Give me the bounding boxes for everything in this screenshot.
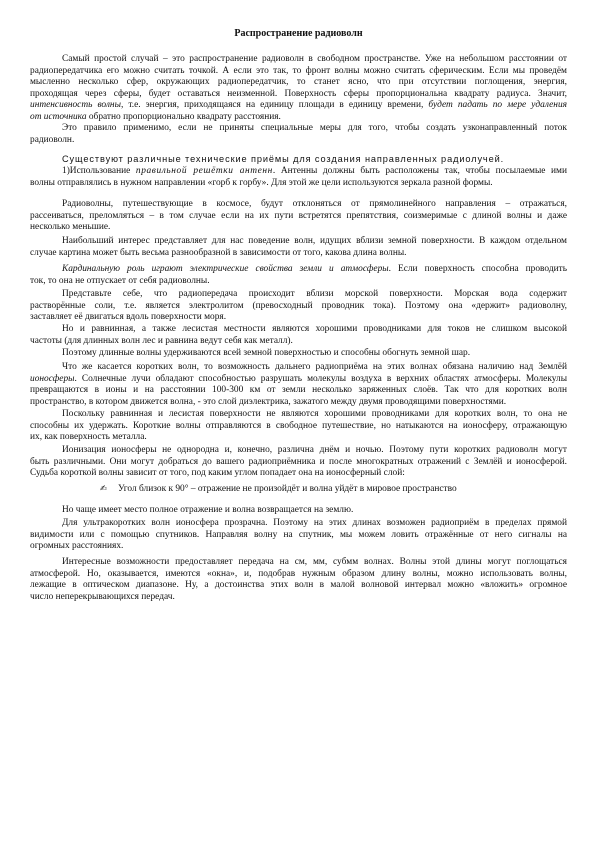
text-segment: волны отправлялись в нужном направлении «горб к горбу». Для этой же цели используются зеркала разной формы. xyxy=(30,177,493,188)
text-line xyxy=(30,135,567,147)
text-segment: Ионизация ионосферы не однородна и, конечно, различна днём и ночью. Поэтому пути коротких радиоволн могут xyxy=(62,445,567,456)
text-line xyxy=(30,385,567,397)
text-line xyxy=(30,248,567,260)
paragraph xyxy=(30,362,567,408)
text-segment: пространство, в котором движется волна, - это слой диэлектрика, зажатого между двумя проводящими поверхностями. xyxy=(30,396,507,407)
text-segment: рассеиваться, преломляться – в том случае если на их пути встретятся препятствия, соизмеримые с длиной волны и даже xyxy=(30,210,567,221)
text-line xyxy=(30,362,567,374)
emphasis-text: ионосферы xyxy=(30,373,75,384)
text-segment: превращаются в ионы и на расстоянии 100-300 км от земли несколько заряженных слоёв. Так что для коротких волн xyxy=(30,385,567,396)
text-line xyxy=(30,421,567,433)
text-line xyxy=(30,397,567,409)
paragraph xyxy=(30,445,567,480)
writing-hand-icon xyxy=(100,484,114,496)
text-line xyxy=(30,541,567,553)
text-segment: радиопередатчика его можно считать точкой. А если это так, то фронт волны можно считать сферическим. Если мы проведём xyxy=(30,65,567,76)
text-line xyxy=(30,66,567,78)
text-segment: заставляет её двигаться вдоль поверхности моря. xyxy=(30,312,227,323)
text-segment: радиоволн. xyxy=(30,134,75,145)
text-segment: , т.е. энергия, приходящаяся на единицу площади в единицу времени, xyxy=(120,100,429,111)
emphasis-text: будет падать по мере удаления xyxy=(428,100,567,111)
paragraph xyxy=(30,236,567,259)
text-segment: Поскольку равнинная и лесистая поверхности не являются хорошими проводниками для коротких волн, то она не xyxy=(62,409,567,420)
text-segment: 1)Использование xyxy=(62,166,136,177)
text-segment: видимости или с помощью спутников. Направляя волну на спутник, мы можем ловить отражённые от него сигналы на xyxy=(30,529,567,540)
text-segment: быть различными. Они могут добраться до вашего радиоприёмника и после многократных отражений с Землёй и ионосферой. xyxy=(30,456,567,467)
text-segment: их, как поверхность металла. xyxy=(30,432,147,443)
text-line xyxy=(30,289,567,301)
text-line xyxy=(30,264,567,276)
section-subheading xyxy=(30,154,567,166)
text-segment: лежащие в оптическом диапазоне. Ну, а достоинства этих волн в малой волновой интервал можно «вложить» огромное xyxy=(30,580,567,591)
text-line xyxy=(30,592,567,604)
text-segment: Наибольший интерес представляет для нас поведение волн, идущих вблизи земной поверхности. В каждом отдельном xyxy=(62,236,567,247)
text-segment: Но чаще имеет место полное отражение и волна возвращается на землю. xyxy=(62,505,354,516)
text-line xyxy=(30,557,567,569)
text-segment: Представьте себе, что радиопередача происходит вблизи морской поверхности. Морская вода содержит xyxy=(62,289,567,300)
text-segment: Поэтому длинные волны удерживаются всей земной поверхностью и способны обогнуть земной шар. xyxy=(62,348,471,359)
text-line xyxy=(30,77,567,89)
text-segment: Это правило применимо, если не приняты специальные меры для того, чтобы создать узконаправленный поток xyxy=(62,123,567,134)
text-segment: . Солнечные лучи обладают способностью разрушать молекулы воздуха в верхних областях атмосферы. Молекулы xyxy=(74,373,567,384)
text-line xyxy=(30,222,567,234)
text-line xyxy=(30,100,567,112)
emphasis-text: правильной решётки антенн xyxy=(135,166,273,177)
text-segment: Судьба короткой волны зависит от того, под каким углом попадает она на ионосферный слой: xyxy=(30,468,405,479)
text-segment: несколько меньшие. xyxy=(30,222,111,233)
paragraph xyxy=(30,324,567,347)
paragraph xyxy=(30,123,567,146)
text-segment: Но и равнинная, а также лесистая местности являются хорошими проводниками для токов не слишком высокой xyxy=(62,324,567,335)
text-segment: Что же касается коротких волн, то возможность дальнего радиоприёма на этих волнах обязана наличию над Землёй xyxy=(62,362,567,373)
text-line xyxy=(30,211,567,223)
text-line xyxy=(30,112,567,124)
paragraph xyxy=(30,518,567,553)
text-line xyxy=(30,432,567,444)
paragraph xyxy=(30,557,567,603)
text-line xyxy=(30,374,567,386)
text-segment: случае картина может быть весьма разнообразной в зависимости от того, какова длина волны. xyxy=(30,247,407,258)
text-line xyxy=(30,324,567,336)
paragraph xyxy=(30,348,567,360)
paragraph xyxy=(30,505,567,517)
text-segment: . Если поверхность способна проводить xyxy=(388,264,567,275)
text-segment: атмосферой. Но, оказывается, имеются «окна», и, подобрав нужным образом длину волны, можно использовать волны, xyxy=(30,568,567,579)
paragraph xyxy=(30,409,567,444)
emphasis-text: интенсивность волны xyxy=(30,100,121,111)
text-segment: частоты (для длинных волн лес и равнина ведут себя как металл). xyxy=(30,335,293,346)
text-segment: Радиоволны, путешествующие в космосе, будут отклоняться от прямолинейного направления – отражаться, xyxy=(62,199,567,210)
text-segment: Самый простой случай – это распространение радиоволн в свободном пространстве. Уже на небольшом расстоянии от xyxy=(62,54,567,65)
text-segment: способны их удержать. Короткие волны отправляются в свободное путешествие, но натыкаются на ионосферу, отражающую xyxy=(30,420,567,431)
emphasis-text: от источника xyxy=(30,111,87,122)
text-segment: растворённые соли, т.е. является электролитом (превосходный проводник тока). Поэтому она «держит» радиоволну, xyxy=(30,300,567,311)
bullet-item xyxy=(100,484,567,496)
document-title: Распространение радиоволн xyxy=(234,27,363,39)
paragraph xyxy=(30,199,567,234)
subheading-line: Существуют различные технические приёмы для создания направленных радиолучей. xyxy=(62,154,505,165)
text-line xyxy=(30,178,567,190)
text-line xyxy=(30,569,567,581)
bullet-text: Угол близок к 90° – отражение не произойдёт и волна уйдёт в мировое пространство xyxy=(118,484,457,495)
text-line xyxy=(30,348,567,360)
text-segment: обратно пропорционально квадрату расстояния. xyxy=(86,111,281,122)
text-segment: Интересные возможности предоставляет передача на см, мм, субмм волнах. Волны этой длины могут поглощаться xyxy=(62,557,567,568)
text-line xyxy=(30,409,567,421)
text-line xyxy=(30,312,567,324)
text-line xyxy=(30,580,567,592)
text-segment: огромных расстояниях. xyxy=(30,541,124,552)
text-segment: ток, то она не отпускает от себя радиоволны. xyxy=(30,275,210,286)
text-segment: . Антенны должны быть расположены так, чтобы посылаемые ими xyxy=(272,166,568,177)
emphasis-text: Кардинальную роль играют электрические свойства земли и атмосферы xyxy=(62,264,389,275)
text-line xyxy=(30,445,567,457)
text-line xyxy=(30,54,567,66)
paragraph xyxy=(30,264,567,287)
text-line xyxy=(30,518,567,530)
text-line xyxy=(30,236,567,248)
text-line xyxy=(30,468,567,480)
text-segment: Для ультракоротких волн ионосфера прозрачна. Поэтому на этих длинах возможен радиоприём в пределах прямой xyxy=(62,518,567,529)
paragraph xyxy=(30,289,567,324)
text-segment: мысленно несколько сфер, окружающих радиопередатчик, то станет ясно, что при отсутствии поглощения, энергия, xyxy=(30,77,567,88)
text-line xyxy=(30,166,567,178)
text-segment: проходящая через сферы, будет оставаться неизменной. Поверхность сферы пропорциональна квадрату радиуса. Значит, xyxy=(30,88,567,99)
paragraph xyxy=(30,166,567,189)
text-line xyxy=(30,336,567,348)
text-line xyxy=(30,457,567,469)
text-line xyxy=(30,199,567,211)
text-line xyxy=(30,123,567,135)
text-line xyxy=(30,276,567,288)
paragraph xyxy=(30,54,567,123)
text-line xyxy=(30,89,567,101)
text-line xyxy=(30,530,567,542)
text-segment: число неперекрывающихся передач. xyxy=(30,591,175,602)
text-line xyxy=(30,301,567,313)
text-line xyxy=(30,505,567,517)
